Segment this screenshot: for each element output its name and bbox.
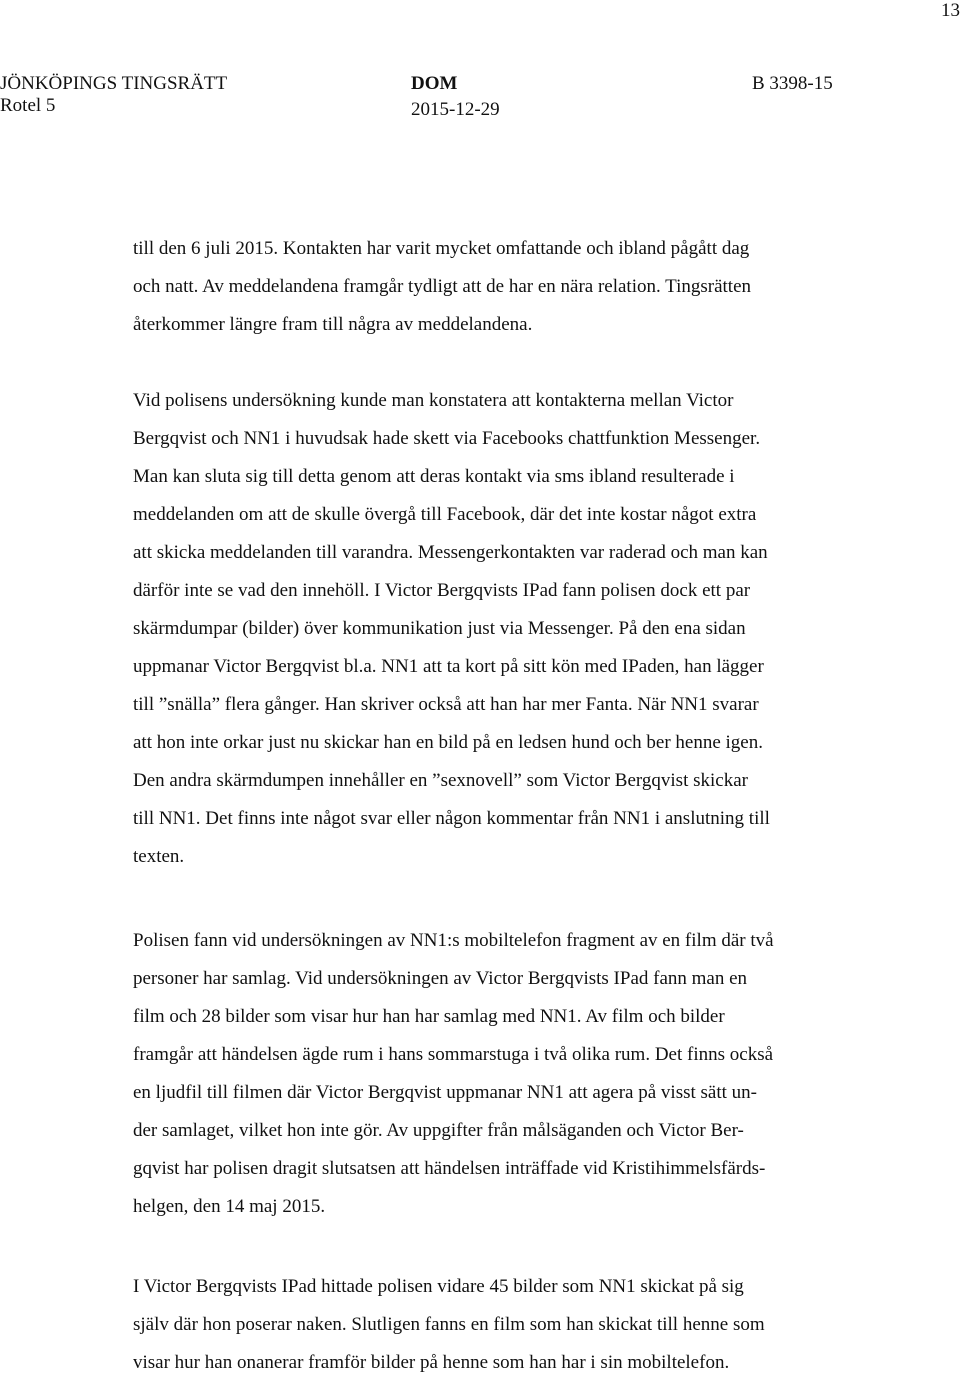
text-line: Den andra skärmdumpen innehåller en ”sexnovell” som Victor Bergqvist skickar xyxy=(133,770,748,791)
text-line: till NN1. Det finns inte något svar eller någon kommentar från NN1 i anslutning till xyxy=(133,808,770,829)
court-name: JÖNKÖPINGS TINGSRÄTT xyxy=(0,73,228,94)
department: Rotel 5 xyxy=(0,95,56,116)
text-line: därför inte se vad den innehöll. I Victor Bergqvists IPad fann polisen dock ett par xyxy=(133,580,751,601)
paragraph-2 xyxy=(133,382,893,876)
document-type: DOM xyxy=(411,73,458,94)
text-line: texten. xyxy=(133,846,185,867)
text-line: att skicka meddelanden till varandra. Messengerkontakten var raderad och man kan xyxy=(133,542,768,563)
text-line: och natt. Av meddelandena framgår tydligt att de har en nära relation. Tingsrätten xyxy=(133,276,752,297)
text-line: film och 28 bilder som visar hur han har samlag med NN1. Av film och bilder xyxy=(133,1006,725,1027)
text-line: Polisen fann vid undersökningen av NN1:s mobiltelefon fragment av en film där två xyxy=(133,930,774,951)
text-line: återkommer längre fram till några av meddelandena. xyxy=(133,314,533,335)
text-line: skärmdumpar (bilder) över kommunikation just via Messenger. På den ena sidan xyxy=(133,618,746,639)
text-line: till den 6 juli 2015. Kontakten har varit mycket omfattande och ibland pågått dag xyxy=(133,238,750,259)
text-line: Bergqvist och NN1 i huvudsak hade skett via Facebooks chattfunktion Messenger. xyxy=(133,428,761,449)
paragraph-3 xyxy=(133,922,893,1226)
text-line: Vid polisens undersökning kunde man konstatera att kontakterna mellan Victor xyxy=(133,390,734,411)
document-date: 2015-12-29 xyxy=(411,99,500,120)
text-line: personer har samlag. Vid undersökningen av Victor Bergqvists IPad fann man en xyxy=(133,968,748,989)
text-line: till ”snälla” flera gånger. Han skriver också att han har mer Fanta. När NN1 svarar xyxy=(133,694,759,715)
page-number: 13 xyxy=(941,0,960,21)
text-line: Man kan sluta sig till detta genom att deras kontakt via sms ibland resulterade i xyxy=(133,466,735,487)
text-line: framgår att händelsen ägde rum i hans sommarstuga i två olika rum. Det finns också xyxy=(133,1044,774,1065)
case-number: B 3398-15 xyxy=(752,73,833,94)
text-line: gqvist har polisen dragit slutsatsen att händelsen inträffade vid Kristihimmelsfärds- xyxy=(133,1158,766,1179)
text-line: en ljudfil till filmen där Victor Bergqvist uppmanar NN1 att agera på visst sätt un- xyxy=(133,1082,757,1103)
text-line: I Victor Bergqvists IPad hittade polisen vidare 45 bilder som NN1 skickat på sig xyxy=(133,1276,744,1297)
text-line: der samlaget, vilket hon inte gör. Av uppgifter från målsäganden och Victor Ber- xyxy=(133,1120,744,1141)
text-line: helgen, den 14 maj 2015. xyxy=(133,1196,326,1217)
text-line: uppmanar Victor Bergqvist bl.a. NN1 att ta kort på sitt kön med IPaden, han lägger xyxy=(133,656,764,677)
paragraph-1 xyxy=(133,230,893,344)
text-line: meddelanden om att de skulle övergå till Facebook, där det inte kostar något extra xyxy=(133,504,757,525)
paragraph-4 xyxy=(133,1268,893,1382)
text-line: själv där hon poserar naken. Slutligen fanns en film som han skickat till henne som xyxy=(133,1314,765,1335)
text-line: visar hur han onanerar framför bilder på henne som han har i sin mobiltelefon. xyxy=(133,1352,730,1373)
text-line: att hon inte orkar just nu skickar han en bild på en ledsen hund och ber henne igen. xyxy=(133,732,763,753)
